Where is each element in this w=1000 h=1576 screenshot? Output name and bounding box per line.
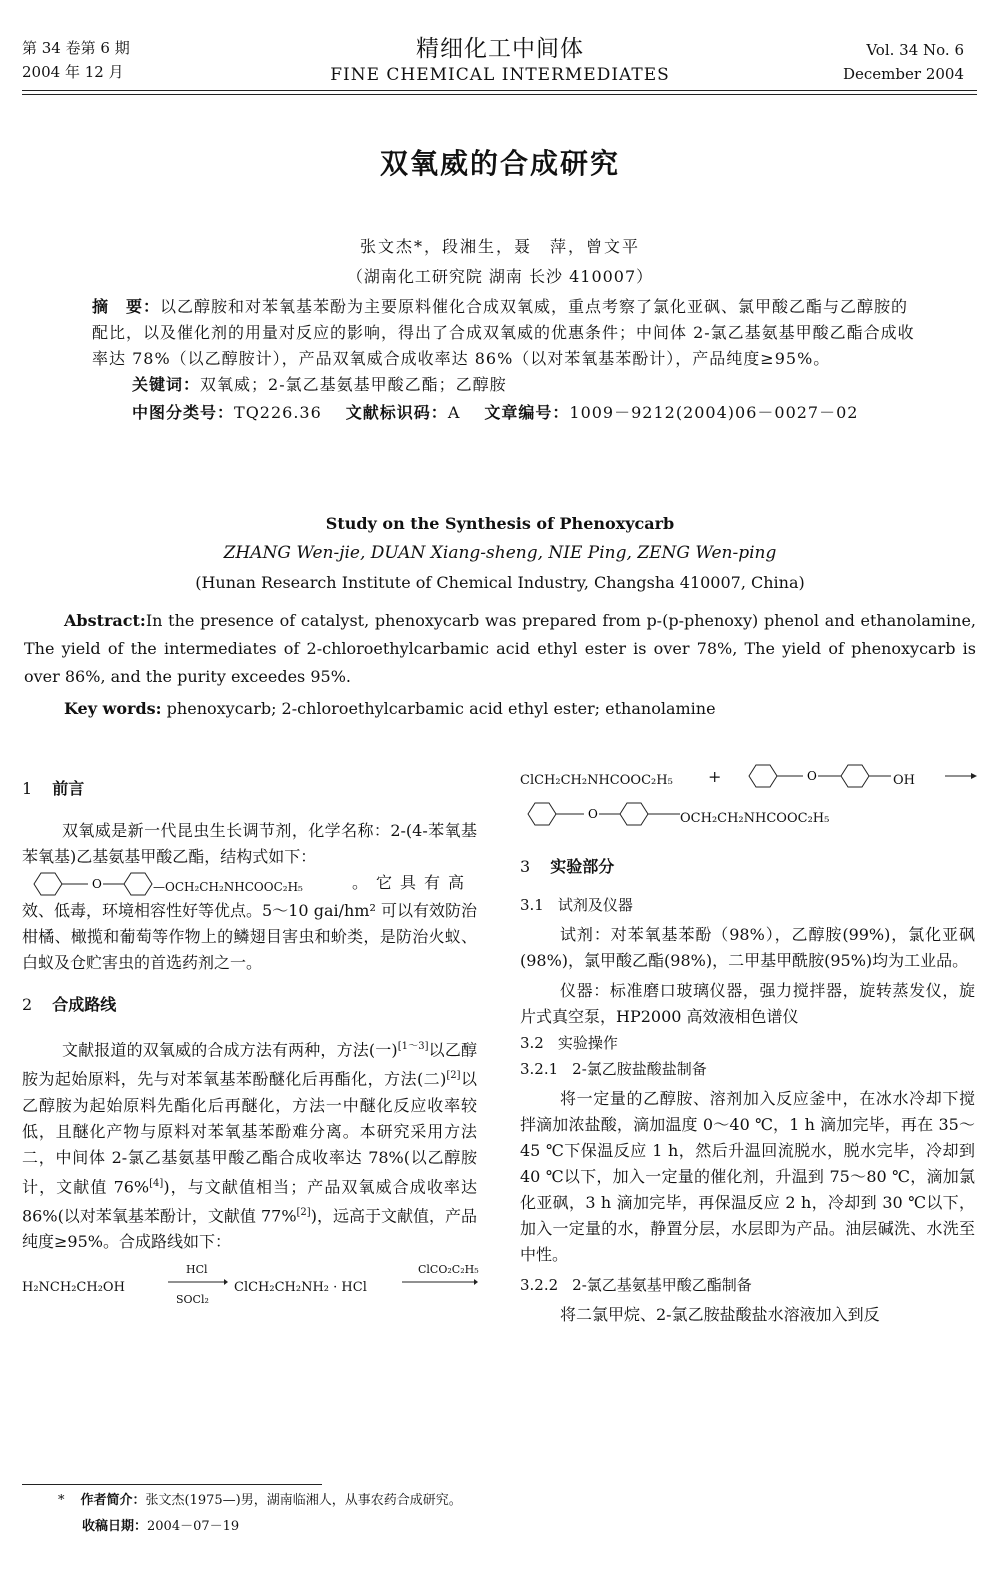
ref-4: [4] (149, 1177, 164, 1189)
reactant-carbamate: ClCH₂CH₂NHCOOC₂H₅ (520, 773, 673, 788)
intermediate-chloroethylamine: ClCH₂CH₂NH₂ · HCl (234, 1280, 367, 1296)
reaction-scheme-1 (22, 1259, 479, 1307)
english-abstract-label: Abstract: (64, 611, 146, 630)
section-3-2-1-para: 将一定量的乙醇胺、溶剂加入反应釜中，在冰水冷却下搅拌滴加浓盐酸，滴加温度 0～40 ℃，1 h 滴加完毕，再在 35～45 ℃下保温反应 1 h，然后升温回流脱水，脱水完毕，冷却到 40 ℃以下，加入一定量的催化剂，升温到 75～80 ℃，滴加氯化亚砜，3 h 滴加完毕，再保温反应 2 h，冷却到 30 ℃以下，加入一定量的水，静置分层，水层即为产品。油层碱洗、水洗至中性。 (520, 1089, 975, 1264)
s2-text-b: 以乙醇胺为起始原料，先与对苯氧基苯酚醚化后再酯化，方法(二) (22, 1040, 477, 1089)
oxygen-label: O (92, 877, 102, 891)
issue-info-en (843, 38, 964, 86)
issue-date-en: December 2004 (843, 65, 964, 83)
abstract-cn (92, 294, 922, 426)
keywords-cn-text: 双氧威；2-氯乙基氨基甲酸乙酯；乙醇胺 (200, 375, 507, 394)
english-title: Study on the Synthesis of Phenoxycarb (325, 514, 675, 533)
clc-value: TQ226.36 (234, 403, 322, 422)
s2-text-d: )，与文献值相当；产品双氧威合成收率达 86%(以对苯氧基苯酚计，文献值 77% (22, 1176, 477, 1226)
ref-1-3: [1～3] (397, 1041, 429, 1052)
received-date (82, 1514, 462, 1540)
classification-line (92, 400, 922, 426)
section-3-2-2-heading (520, 1272, 975, 1298)
doc-code-label: 文献标识码： (345, 403, 448, 422)
benzene-ring-2 (124, 873, 152, 895)
keywords-cn (92, 372, 922, 398)
phenoxyphenol-ring-1 (749, 765, 777, 787)
english-keywords-label: Key words: (64, 699, 162, 718)
s2-text-a: 文献报道的双氧威的合成方法有两种，方法(一) (62, 1040, 398, 1060)
abstract-cn-text: 以乙醇胺和对苯氧基苯酚为主要原料催化合成双氧威，重点考察了氯化亚砜、氯甲酸乙酯与乙醇胺的配比，以及催化剂的用量对反应的影响，得出了合成双氧威的优惠条件；中间体 2-氯乙基氨基甲酸乙酯合成收率达 78%（以乙醇胺计），产品双氧威合成收率达 86%（以对苯氧基苯酚计），产品纯度≥95%。 (92, 297, 915, 368)
benzene-ring-1 (34, 873, 62, 895)
clc-label: 中图分类号： (132, 403, 235, 422)
section-3-title: 实验部分 (550, 857, 615, 876)
section-3-1-heading (520, 892, 975, 918)
arrow-1 (168, 1277, 228, 1287)
product-substituent: OCH₂CH₂NHCOOC₂H₅ (680, 811, 830, 826)
header-rule-thin (22, 94, 977, 95)
phenoxyphenol-ring-2 (841, 765, 869, 787)
author-bio (58, 1488, 462, 1514)
section-3-number: 3 (520, 857, 531, 876)
product-svg (520, 800, 700, 830)
structure-substituent: —OCH₂CH₂NHCOOC₂H₅ (153, 880, 303, 894)
section-3-2-title: 实验操作 (557, 1034, 618, 1052)
author-bio-label: 作者简介： (80, 1493, 146, 1508)
section-3-1-title: 试剂及仪器 (557, 896, 633, 914)
left-column (22, 776, 479, 1307)
section-2-title: 合成路线 (52, 995, 117, 1014)
section-3-1-para-1: 试剂：对苯氧基苯酚（98%），乙醇胺(99%)，氯化亚砜(98%)，氯甲酸乙酯(98%)，二甲基甲酰胺(95%)均为工业品。 (520, 925, 975, 970)
s2-text-c: 以乙醇胺为起始原料先酯化后再醚化，方法一中醚化反应收率较低，且醚化产物与原料对苯氧基苯酚难分离。本研究采用方法二，中间体 2-氯乙基氨基甲酸乙酯合成收率达 78%(以乙醇胺计，文献值 76% (22, 1069, 477, 1196)
issue-volume: 第 34 卷第 6 期 (22, 39, 130, 57)
section-3-2-heading (520, 1030, 975, 1056)
arrow-2 (402, 1277, 482, 1287)
section-3-2-1-heading (520, 1056, 975, 1082)
doc-code-value: A (447, 403, 461, 422)
article-no-label: 文章编号： (484, 403, 570, 422)
plus-sign: + (708, 767, 722, 786)
author-bio-text: 张文杰(1975—)男，湖南临湘人，从事农药合成研究。 (145, 1493, 462, 1508)
section-3-2-1-title: 2-氯乙胺盐酸盐制备 (572, 1060, 707, 1078)
structure-tail-text: 。它具有高 (352, 873, 473, 892)
footnote-star: * (58, 1493, 65, 1508)
section-3-1-number: 3.1 (520, 896, 544, 914)
ref-2b: [2] (296, 1206, 311, 1218)
product-ring-2 (620, 803, 648, 825)
section-3-2-number: 3.2 (520, 1034, 544, 1052)
s2-text-e: )，远高于文献值，产品纯度≥95%。合成路线如下： (22, 1206, 477, 1252)
english-authors: ZHANG Wen-jie, DUAN Xiang-sheng, NIE Ping, ZENG Wen-ping (223, 543, 777, 563)
issue-date: 2004 年 12 月 (22, 63, 124, 81)
hydroxyl-label: OH (893, 773, 915, 788)
arrow-1-reagent-bottom: SOCl₂ (176, 1293, 209, 1307)
journal-name-en: FINE CHEMICAL INTERMEDIATES (330, 65, 670, 85)
section-2-heading (22, 992, 477, 1018)
section-2-para-1 (22, 1034, 477, 1255)
section-1-para-1: 双氧威是新一代昆虫生长调节剂，化学名称：2-(4-苯氧基苯氧基)乙基氨基甲酸乙酯，结构式如下： (22, 821, 477, 866)
english-affiliation: (Hunan Research Institute of Chemical Industry, Changsha 410007, China) (195, 573, 805, 592)
received-label: 收稿日期： (82, 1519, 148, 1534)
abstract-cn-body (92, 294, 922, 372)
section-3-2-2-para: 将二氯甲烷、2-氯乙胺盐酸盐水溶液加入到反 (560, 1305, 880, 1324)
ref-2: [2] (446, 1070, 461, 1082)
arrow-1-reagent-top: HCl (186, 1263, 208, 1277)
english-abstract (24, 607, 976, 723)
section-2-number: 2 (22, 995, 33, 1014)
received-value: 2004－07－19 (147, 1519, 240, 1534)
section-3-1-para-2: 仪器：标准磨口玻璃仪器，强力搅拌器，旋转蒸发仪，旋片式真空泵，HP2000 高效液相色谱仪 (520, 981, 975, 1026)
header-rule (22, 90, 977, 91)
english-keywords (24, 695, 976, 723)
structure-formula (22, 870, 477, 898)
footnote-rule (22, 1484, 322, 1485)
right-column (520, 762, 975, 1328)
english-abstract-text: In the presence of catalyst, phenoxycarb was prepared from p-(p-phenoxy) phenol and ethanolamine, The yield of the intermediates of 2-chloroethylcarbamic acid ethyl ester is over 78%, The yield of phenoxycarb is over 86%, and the purity exceedes 95%. (24, 611, 976, 686)
section-1-number: 1 (22, 779, 33, 798)
arrow-2-reagent-top: ClCO₂C₂H₅ (418, 1263, 479, 1277)
article-no-value: 1009－9212(2004)06－0027－02 (569, 403, 859, 422)
section-1-title: 前言 (52, 779, 85, 798)
product-ring-1 (528, 803, 556, 825)
affiliation: （湖南化工研究院 湖南 长沙 410007） (346, 267, 654, 286)
keywords-cn-label: 关键词： (132, 375, 201, 394)
journal-name-cn: 精细化工中间体 (416, 36, 584, 62)
section-3-2-2-title: 2-氯乙基氨基甲酸乙酯制备 (572, 1276, 752, 1294)
english-abstract-body (24, 607, 976, 691)
reaction-scheme-2 (520, 762, 975, 836)
section-3-2-1-number: 3.2.1 (520, 1060, 559, 1078)
section-1-para-2: 效、低毒，环境相容性好等优点。5～10 gai/hm² 可以有效防治柑橘、橄揽和葡萄等作物上的鳞翅目害虫和蚧类，是防治火蚁、白蚁及仓贮害虫的首选药剂之一。 (22, 901, 477, 972)
section-3-2-2-number: 3.2.2 (520, 1276, 559, 1294)
authors: 张文杰*，段湘生，聂 萍，曾文平 (359, 237, 640, 256)
section-3-heading (520, 854, 975, 880)
issue-volume-en: Vol. 34 No. 6 (866, 41, 964, 59)
footnotes (58, 1488, 462, 1540)
product-oxygen: O (588, 807, 598, 821)
english-keywords-text: phenoxycarb; 2-chloroethylcarbamic acid ethyl ester; ethanolamine (166, 699, 716, 718)
paper-title: 双氧威的合成研究 (379, 147, 620, 180)
section-1-heading (22, 776, 477, 802)
reactant-ethanolamine: H₂NCH₂CH₂OH (22, 1280, 125, 1296)
phenoxyphenol-oxygen: O (807, 769, 817, 783)
abstract-cn-label: 摘 要： (92, 297, 161, 316)
